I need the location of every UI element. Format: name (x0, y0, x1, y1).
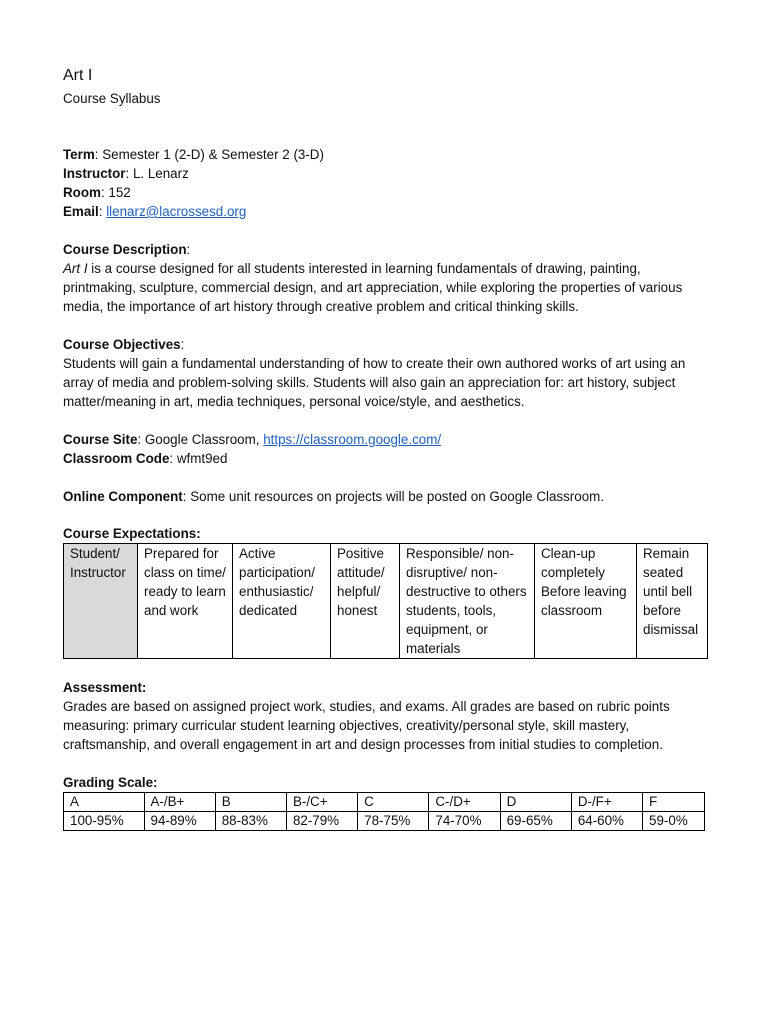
objectives-heading: Course Objectives (63, 337, 181, 352)
page-title: Art I (63, 67, 93, 84)
grading-scale (63, 773, 708, 831)
instructor-value: : L. Lenarz (125, 166, 189, 181)
email-label: Email (63, 204, 99, 219)
range-cell: 82-79% (286, 812, 357, 831)
objectives-heading-colon: : (180, 337, 185, 352)
range-cell: 74-70% (429, 812, 500, 831)
email-row (63, 202, 708, 221)
page-subtitle: Course Syllabus (63, 91, 161, 106)
grade-cell: F (643, 793, 705, 812)
course-objectives (63, 335, 708, 411)
room-value: : 152 (100, 185, 131, 200)
expectation-cell: Active participation/ enthusiastic/ dedicated (233, 544, 331, 659)
range-cell: 94-89% (144, 812, 215, 831)
grading-table (63, 792, 705, 831)
term-value: : Semester 1 (2-D) & Semester 2 (3-D) (94, 147, 324, 162)
expectation-cell: Remain seated until bell before dismissal (637, 544, 708, 659)
grade-cell: C (358, 793, 429, 812)
course-meta (63, 145, 708, 221)
expectation-cell: Student/ Instructor (64, 544, 138, 659)
grade-cell: D-/F+ (571, 793, 642, 812)
expectation-cell: Prepared for class on time/ ready to learn and work (138, 544, 233, 659)
expectations-heading: Course Expectations: (63, 526, 201, 541)
range-cell: 69-65% (500, 812, 571, 831)
expectation-cell: Responsible/ non-disruptive/ non-destructive to others students, tools, equipment, or materials (400, 544, 535, 659)
description-course-name: Art I (63, 261, 88, 276)
classroom-link[interactable]: https://classroom.google.com/ (263, 432, 442, 447)
course-expectations (63, 524, 708, 659)
instructor-row (63, 164, 708, 183)
instructor-label: Instructor (63, 166, 126, 181)
expectation-cell: Clean-up completely Before leaving classroom (535, 544, 637, 659)
assessment-text: Grades are based on assigned project work, studies, and exams. All grades are based on rubric points measuring: primary curricular student learning objectives, creativity/personal style, skill mastery, craftsmanship, and overall engagement in art and design processes from initial studies to completion. (63, 699, 670, 752)
classroom-code-value: : wfmt9ed (169, 451, 228, 466)
email-link[interactable]: llenarz@lacrossesd.org (106, 204, 247, 219)
site-label: Course Site (63, 432, 138, 447)
online-value: : Some unit resources on projects will be posted on Google Classroom. (182, 489, 605, 504)
grade-cell: A (64, 793, 145, 812)
site-value: : Google Classroom, (137, 432, 264, 447)
grade-cell: B-/C+ (286, 793, 357, 812)
table-row (64, 544, 708, 659)
classroom-code-label: Classroom Code (63, 451, 170, 466)
range-cell: 78-75% (358, 812, 429, 831)
description-text (63, 259, 708, 316)
grade-cell: C-/D+ (429, 793, 500, 812)
grade-cell: B (215, 793, 286, 812)
expectation-cell: Positive attitude/ helpful/ honest (331, 544, 400, 659)
range-cell: 100-95% (64, 812, 145, 831)
table-row (64, 793, 705, 812)
range-cell: 64-60% (571, 812, 642, 831)
course-description (63, 240, 708, 316)
objectives-text: Students will gain a fundamental understanding of how to create their own authored works of art using an array of media and problem-solving skills. Students will also gain an appreciation for: art history, subject matter/meaning in art, media techniques, personal voice/style, and aesthetics. (63, 356, 686, 409)
room-label: Room (63, 185, 101, 200)
term-row (63, 145, 708, 164)
term-label: Term (63, 147, 95, 162)
grading-heading: Grading Scale: (63, 775, 158, 790)
range-cell: 59-0% (643, 812, 705, 831)
description-heading-colon: : (186, 242, 191, 257)
description-heading: Course Description (63, 242, 187, 257)
grade-cell: A-/B+ (144, 793, 215, 812)
expectations-table (63, 543, 708, 659)
table-row (64, 812, 705, 831)
assessment-heading: Assessment: (63, 680, 147, 695)
online-label: Online Component (63, 489, 183, 504)
room-row (63, 183, 708, 202)
grade-cell: D (500, 793, 571, 812)
range-cell: 88-83% (215, 812, 286, 831)
description-body: is a course designed for all students interested in learning fundamentals of drawing, painting, printmaking, sculpture, commercial design, and art appreciation, while exploring the properties of various media, the importance of art history through creative problem and critical thinking skills. (63, 261, 683, 314)
online-component (63, 487, 708, 506)
course-site (63, 430, 708, 468)
assessment-section (63, 678, 708, 754)
email-separator: : (98, 204, 107, 219)
